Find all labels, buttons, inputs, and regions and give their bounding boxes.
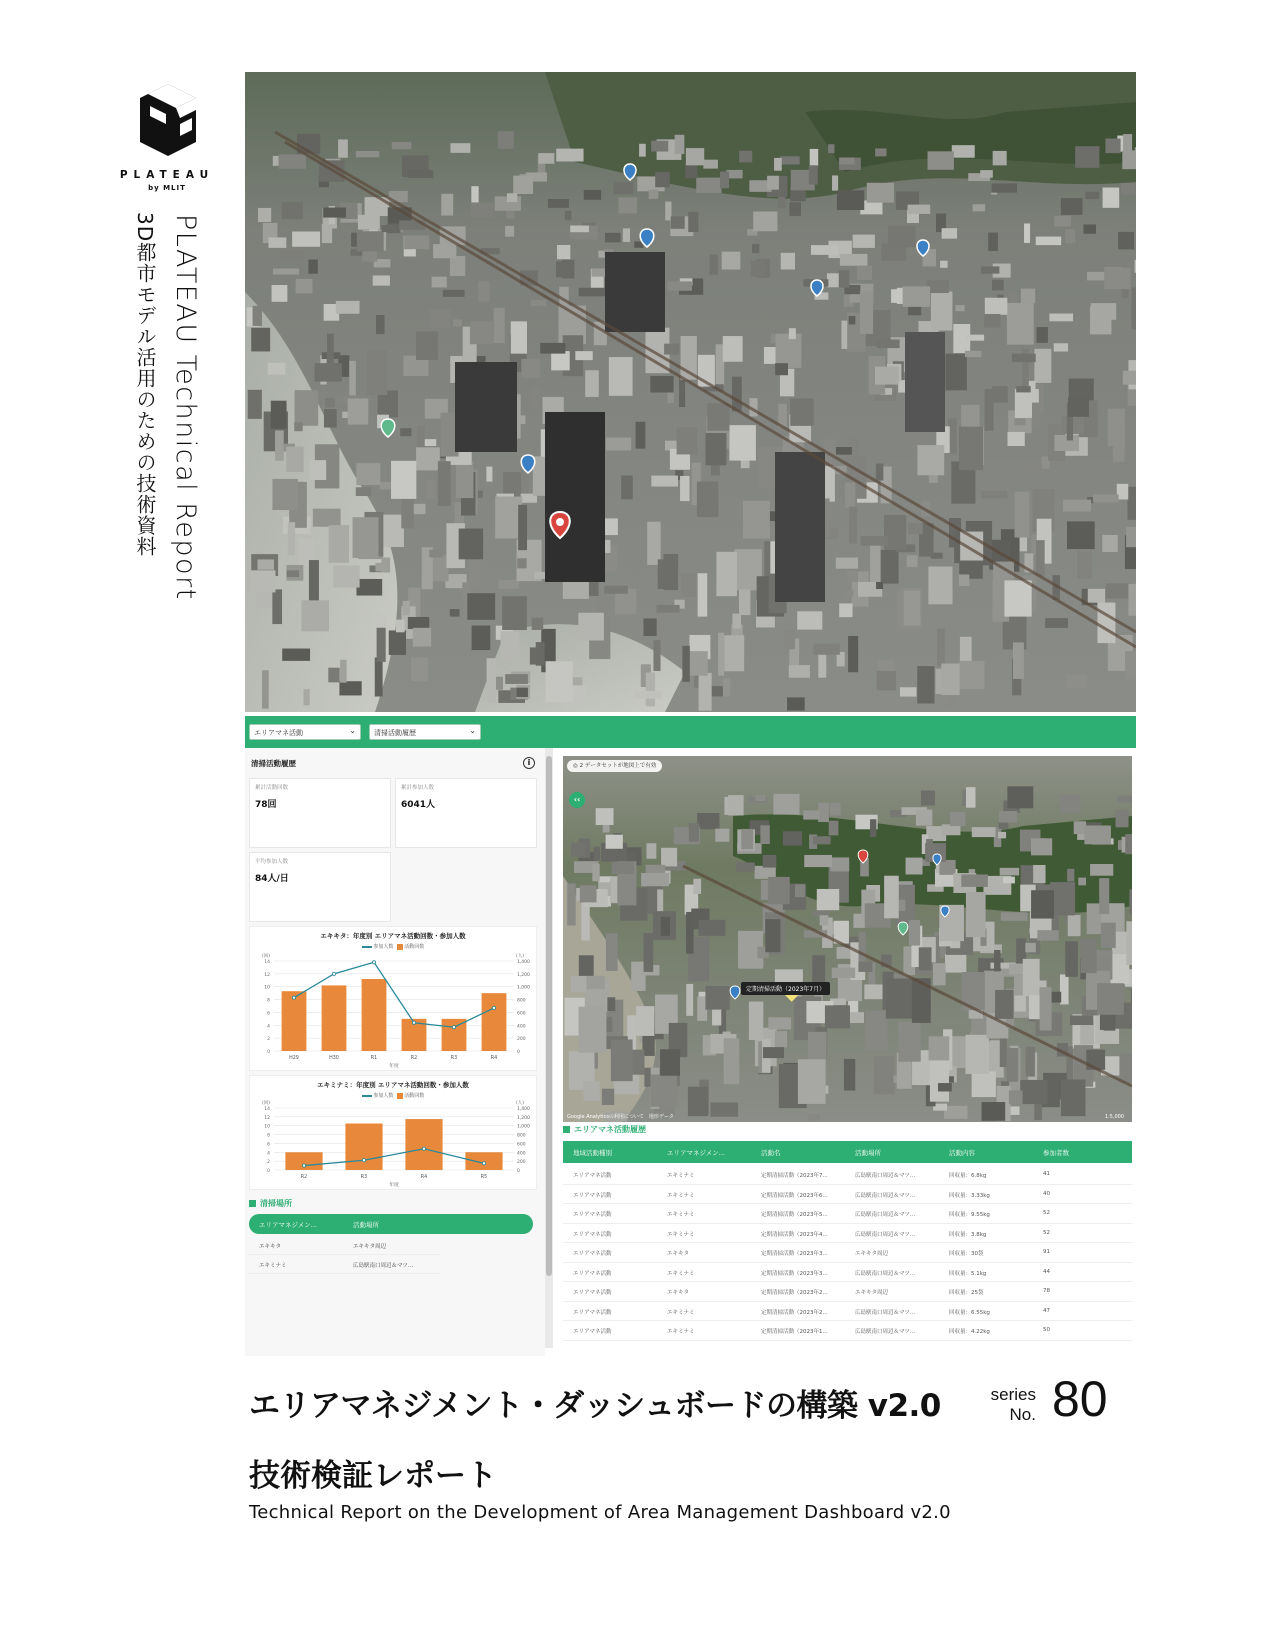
x-axis-label: 年度 [389, 1183, 399, 1188]
bar [362, 979, 387, 1051]
stat-label: 累計参加人数 [401, 785, 435, 791]
y-tick-label: 14 [264, 1107, 270, 1112]
y2-tick-label: 200 [517, 1037, 526, 1043]
table-cell: エキミナミ [667, 1212, 695, 1218]
table-cell: 44 [1043, 1268, 1050, 1275]
layers-icon: ◎ [573, 763, 578, 769]
table-cell: エリアマネ活動 [573, 1192, 612, 1199]
y-tick-label: 6 [267, 1142, 270, 1148]
x-tick-label: R2 [410, 1056, 418, 1061]
y2-tick-label: 600 [517, 1011, 526, 1017]
table-cell: 回収量：5.1kg [949, 1270, 987, 1277]
column-header[interactable]: エリアマネジメン... [667, 1149, 726, 1157]
table-cell: 50 [1043, 1327, 1050, 1333]
y-tick-label: 14 [264, 960, 270, 965]
table-cell: エキミナミ [667, 1329, 695, 1335]
report-title-english: Technical Report on the Development of Area Management Dashboard v2.0 [249, 1502, 951, 1523]
table-row[interactable] [249, 1255, 439, 1274]
chart-title: エキキタ：年度別 エリアマネ活動回数・参加人数 [320, 932, 466, 940]
chart-plot [250, 1098, 538, 1190]
table-cell: エキミナミ [667, 1270, 695, 1277]
stat-label: 累計活動回数 [255, 785, 289, 791]
column-header[interactable]: エリアマネジメン... [259, 1221, 318, 1229]
table-row[interactable] [563, 1185, 1132, 1205]
panel-title: 清掃活動履歴 [251, 759, 296, 768]
table-cell: 52 [1043, 1210, 1050, 1216]
x-tick-label: R3 [360, 1175, 368, 1180]
column-header[interactable]: 地域活動種別 [573, 1149, 612, 1157]
stat-card [395, 778, 537, 848]
scrollbar-thumb[interactable] [546, 756, 552, 1276]
bar [322, 985, 347, 1051]
stat-value: 84人/日 [255, 874, 289, 884]
table-cell: 回収量：6.55kg [949, 1309, 990, 1316]
table-cell: エリアマネ活動 [573, 1270, 612, 1277]
line-point [332, 972, 335, 975]
y2-tick-label: 1,000 [517, 985, 530, 991]
chart-plot [250, 951, 538, 1071]
y2-tick-label: 400 [517, 1151, 526, 1157]
y-tick-label: 2 [267, 1037, 270, 1043]
y-tick-label: 12 [264, 1115, 270, 1121]
table-cell: 78 [1043, 1288, 1050, 1294]
line-point [292, 996, 295, 999]
map-scale: 1:5,000 [1104, 1114, 1124, 1120]
stat-value: 6041人 [401, 800, 436, 810]
category-select-value: エリアマネ活動 [254, 729, 303, 737]
y-tick-label: 2 [267, 1160, 270, 1166]
table-cell: エキキタ [667, 1251, 689, 1257]
table-cell: 広島駅南口周辺＆マツ... [855, 1270, 916, 1277]
y2-tick-label: 1,000 [517, 1124, 530, 1130]
bar [482, 993, 507, 1051]
table-cell: 定期清掃活動（2023年6... [761, 1192, 828, 1199]
table-cell: 定期清掃活動（2023年7... [761, 1173, 828, 1179]
grid-icon [563, 1126, 570, 1133]
x-tick-label: R2 [300, 1175, 308, 1180]
x-tick-label: H30 [329, 1056, 339, 1061]
table-cell: 広島駅南口周辺＆マツ... [855, 1231, 916, 1238]
table-cell: 定期清掃活動（2023年3... [761, 1251, 828, 1257]
y2-tick-label: 600 [517, 1142, 526, 1148]
table-cell: 回収量：4.22kg [949, 1329, 990, 1335]
chart-ekiminami [249, 1075, 537, 1190]
table-cell: 広島駅南口周辺＆マツ... [353, 1263, 414, 1269]
report-subtitle: 技術検証レポート [249, 1458, 497, 1494]
table-cell: エリアマネ活動 [573, 1290, 612, 1296]
series-title-en: PLATEAU Technical Report [170, 214, 201, 601]
table-row[interactable] [563, 1302, 1132, 1322]
series-label [976, 1385, 1036, 1425]
table-cell: 41 [1043, 1171, 1050, 1177]
y-tick-label: 6 [267, 1011, 270, 1017]
y-axis-unit: (回) [262, 954, 271, 959]
bar [345, 1124, 382, 1171]
report-title: エリアマネジメント・ダッシュボードの構築 v2.0 [249, 1388, 941, 1424]
table-row[interactable] [563, 1224, 1132, 1244]
y-tick-label: 8 [267, 998, 270, 1004]
places-section-title [249, 1198, 292, 1209]
table-row[interactable] [563, 1165, 1132, 1185]
map-callout: 定期清掃活動（2023年7月） [741, 982, 830, 995]
chevron-down-icon: ⌄ [349, 726, 356, 735]
x-tick-label: H29 [289, 1056, 299, 1061]
table-cell: 広島駅南口周辺＆マツ... [855, 1329, 916, 1335]
table-cell: 回収量：3.8kg [949, 1231, 987, 1238]
map-view[interactable] [563, 756, 1132, 1122]
table-cell: 定期清掃活動（2023年2... [761, 1309, 828, 1316]
y2-tick-label: 1,400 [517, 1107, 530, 1112]
table-cell: 回収量：9.55kg [949, 1212, 990, 1218]
table-row[interactable] [249, 1236, 439, 1255]
table-cell: エリアマネ活動 [573, 1231, 612, 1238]
activity-section-title [563, 1124, 646, 1135]
left-panel [245, 748, 545, 1356]
info-icon[interactable]: i [523, 757, 535, 769]
plateau-cube-icon [136, 80, 200, 160]
left-panel-scrollbar[interactable] [545, 748, 553, 1348]
series-line [304, 1149, 484, 1166]
dataset-select[interactable] [369, 724, 481, 740]
table-cell: エキミナミ [667, 1173, 695, 1179]
column-header[interactable]: 活動内容 [949, 1149, 975, 1157]
table-cell: エキミナミ [667, 1231, 695, 1238]
table-cell: 定期清掃活動（2023年1... [761, 1329, 828, 1335]
no-word: No. [1009, 1405, 1036, 1424]
y2-tick-label: 0 [517, 1169, 520, 1174]
legend-line-label: 参加人数 [373, 944, 394, 950]
table-cell: エリアマネ活動 [573, 1309, 612, 1316]
table-cell: エリアマネ活動 [573, 1173, 612, 1179]
table-cell: 回収量：25袋 [949, 1290, 984, 1296]
line-point [302, 1164, 305, 1167]
y-tick-label: 0 [267, 1169, 270, 1174]
line-point [412, 1021, 415, 1024]
places-table-header [249, 1214, 533, 1234]
chart-ekikita [249, 926, 537, 1071]
line-point [362, 1159, 365, 1162]
column-header[interactable]: 活動場所 [353, 1221, 379, 1229]
chart-title: エキミナミ：年度別 エリアマネ活動回数・参加人数 [317, 1081, 469, 1089]
table-row[interactable] [563, 1204, 1132, 1224]
dashboard-screenshot [245, 716, 1136, 1356]
table-row[interactable] [563, 1321, 1132, 1341]
table-cell: 47 [1043, 1307, 1050, 1314]
map-status-text: 2 データセットが地図上で有効 [579, 763, 657, 769]
y-tick-label: 0 [267, 1050, 270, 1055]
stat-label: 平均参加人数 [255, 859, 289, 865]
line-point [422, 1147, 425, 1150]
table-cell: 52 [1043, 1229, 1050, 1236]
table-cell: 広島駅南口周辺＆マツ... [855, 1192, 916, 1199]
brand-name: PLATEAU [119, 169, 215, 181]
table-cell: 定期清掃活動（2023年5... [761, 1212, 828, 1218]
y2-tick-label: 1,200 [517, 972, 530, 978]
table-cell: エキキタ [667, 1290, 689, 1296]
column-header[interactable]: 参加者数 [1043, 1149, 1069, 1157]
table-cell: 回収量：3.33kg [949, 1192, 990, 1199]
brand-by: by MLIT [148, 184, 186, 192]
line-point [452, 1026, 455, 1029]
y-axis-unit: (回) [262, 1101, 271, 1106]
y2-tick-label: 1,200 [517, 1115, 530, 1121]
column-header[interactable]: 活動名 [761, 1149, 781, 1157]
table-cell: エキキタ周辺 [855, 1251, 888, 1257]
table-cell: 91 [1043, 1249, 1050, 1255]
table-cell: 定期清掃活動（2023年3... [761, 1270, 828, 1277]
bar [405, 1119, 442, 1170]
column-header[interactable]: 活動場所 [855, 1149, 881, 1157]
table-row[interactable] [563, 1243, 1132, 1263]
y-tick-label: 4 [267, 1024, 270, 1030]
city-model-aerial-image [245, 72, 1136, 712]
x-axis-label: 年度 [389, 1064, 399, 1069]
map-status-bar [567, 760, 662, 772]
y2-tick-label: 0 [517, 1050, 520, 1055]
stat-value: 78回 [255, 800, 277, 810]
y2-axis-unit: (人) [516, 954, 525, 959]
table-cell: エリアマネ活動 [573, 1251, 612, 1257]
y-tick-label: 4 [267, 1151, 270, 1157]
table-cell: エキミナミ [667, 1309, 695, 1316]
table-cell: 広島駅南口周辺＆マツ... [855, 1173, 916, 1179]
line-point [372, 961, 375, 964]
table-row[interactable] [563, 1263, 1132, 1283]
table-cell: エキキタ周辺 [353, 1244, 386, 1250]
bar [282, 991, 307, 1051]
stat-card [249, 778, 391, 848]
x-tick-label: R1 [370, 1056, 378, 1061]
y2-tick-label: 800 [517, 998, 526, 1004]
table-cell: エキミナミ [259, 1263, 287, 1269]
places-title-text: 清掃場所 [260, 1199, 292, 1208]
legend-bar-label: 活動回数 [404, 1093, 425, 1099]
table-cell: 広島駅南口周辺＆マツ... [855, 1212, 916, 1218]
table-cell: 40 [1043, 1190, 1050, 1197]
grid-icon [249, 1200, 256, 1207]
table-cell: エリアマネ活動 [573, 1212, 612, 1218]
y-tick-label: 10 [264, 1124, 270, 1130]
legend-line-label: 参加人数 [373, 1093, 394, 1099]
table-cell: 広島駅南口周辺＆マツ... [855, 1309, 916, 1316]
table-cell: エキキタ周辺 [855, 1290, 888, 1296]
line-point [492, 1006, 495, 1009]
y2-tick-label: 200 [517, 1160, 526, 1166]
chevron-down-icon: ⌄ [469, 726, 476, 735]
table-cell: 定期清掃活動（2023年4... [761, 1231, 828, 1238]
x-tick-label: R4 [490, 1056, 498, 1061]
table-row[interactable] [563, 1282, 1132, 1302]
table-cell: エキミナミ [667, 1192, 695, 1199]
line-point [482, 1162, 485, 1165]
y2-axis-unit: (人) [516, 1101, 525, 1106]
y-tick-label: 10 [264, 985, 270, 991]
x-tick-label: R5 [480, 1175, 488, 1180]
y-tick-label: 8 [267, 1133, 270, 1139]
table-cell: エキキタ [259, 1244, 281, 1250]
activity-title-text: エリアマネ活動履歴 [574, 1125, 646, 1134]
x-tick-label: R4 [420, 1175, 428, 1180]
collapse-panel-button[interactable]: ‹‹ [569, 792, 585, 808]
map-attribution[interactable]: Google Analyticsの利用について 地形データ [567, 1114, 674, 1120]
y2-tick-label: 400 [517, 1024, 526, 1030]
series-word: series [990, 1385, 1036, 1404]
table-cell: 回収量：6.8kg [949, 1173, 987, 1179]
stat-card [249, 852, 391, 922]
table-cell: 定期清掃活動（2023年2... [761, 1290, 828, 1296]
activity-table-header [563, 1141, 1132, 1163]
y2-tick-label: 1,400 [517, 960, 530, 965]
series-number: 80 [1052, 1371, 1108, 1427]
x-tick-label: R3 [450, 1056, 458, 1061]
y-tick-label: 12 [264, 972, 270, 978]
table-cell: 回収量：30袋 [949, 1251, 984, 1257]
category-select[interactable] [249, 724, 361, 740]
y2-tick-label: 800 [517, 1133, 526, 1139]
series-title-ja: 3D都市モデル活用のための技術資料 [133, 212, 157, 558]
chart-legend [250, 943, 536, 950]
table-cell: エリアマネ活動 [573, 1329, 612, 1335]
dataset-select-value: 清掃活動履歴 [374, 729, 416, 737]
legend-bar-label: 活動回数 [404, 944, 425, 950]
bar [465, 1152, 502, 1170]
